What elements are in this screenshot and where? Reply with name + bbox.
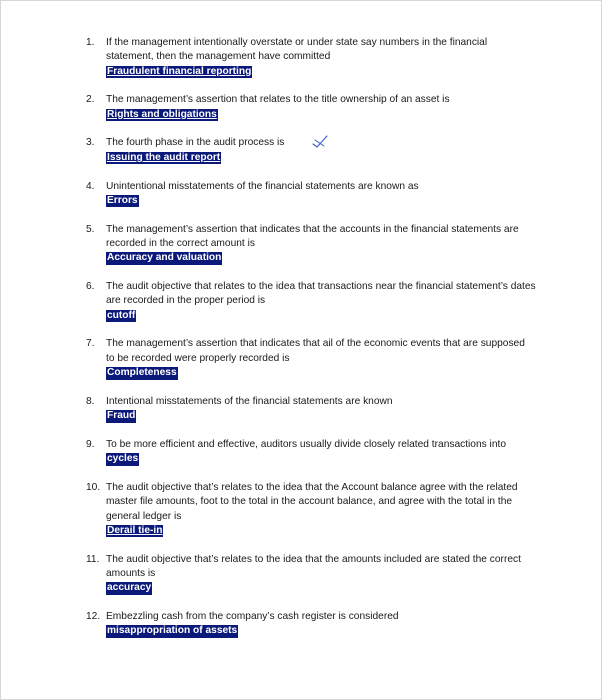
question-list (86, 36, 536, 653)
answer-highlight: Errors (107, 194, 138, 206)
question-text: The audit objective that relates to the idea that transactions near the financial statement’s dates are recorded in the proper period is (106, 281, 536, 307)
question-text: Intentional misstatements of the financial statements are known (106, 395, 393, 407)
answer-highlight: misappropriation of assets (107, 625, 238, 637)
question-text: Unintentional misstatements of the financial statements are known as (106, 180, 419, 192)
answer-highlight: cutoff (107, 309, 136, 321)
question-text: The management’s assertion that indicates that the accounts in the financial statements are recorded in the correct amount is (106, 223, 519, 249)
question-text: Embezzling cash from the company’s cash register is considered (106, 611, 399, 623)
question-item (86, 481, 536, 538)
answer-highlight: Fraud (107, 410, 136, 422)
question-item (86, 337, 536, 380)
question-item (86, 223, 536, 266)
question-number: 12. (86, 611, 101, 623)
question-number: 5. (86, 223, 95, 235)
question-item (86, 610, 536, 639)
question-text: The fourth phase in the audit process is (106, 137, 285, 149)
question-item (86, 438, 536, 467)
question-item (86, 136, 536, 165)
question-item (86, 280, 536, 323)
question-item (86, 395, 536, 424)
question-number: 3. (86, 137, 95, 149)
question-item (86, 180, 536, 209)
answer-highlight: Accuracy and valuation (107, 252, 222, 264)
question-number: 2. (86, 94, 95, 106)
question-item (86, 93, 536, 122)
answer-highlight: Issuing the audit report (107, 151, 221, 163)
answer-highlight: Fraudulent financial reporting (107, 65, 252, 77)
answer-highlight: cycles (107, 453, 139, 465)
question-item (86, 36, 536, 79)
answer-highlight: Rights and obligations (107, 108, 217, 120)
question-number: 1. (86, 37, 95, 48)
question-text: If the management intentionally overstate or under state say numbers in the financial statement, then the management have committed (106, 37, 488, 63)
question-text: The management’s assertion that relates to the title ownership of an asset is (106, 94, 450, 106)
question-number: 8. (86, 395, 95, 407)
question-number: 9. (86, 438, 95, 450)
question-number: 4. (86, 180, 95, 192)
question-number: 6. (86, 281, 95, 293)
question-text: To be more efficient and effective, auditors usually divide closely related transactions into (106, 438, 506, 450)
answer-highlight: Derail tie-in (107, 524, 163, 536)
question-number: 10. (86, 482, 101, 494)
pencil-check-icon (312, 134, 328, 148)
question-number: 7. (86, 338, 95, 350)
answer-highlight: accuracy (107, 582, 152, 594)
question-number: 11. (86, 553, 100, 565)
question-item (86, 553, 536, 596)
question-text: The audit objective that’s relates to the idea that the Account balance agree with the related master file amounts, foot to the total in the account balance, and agree with the total in the general ledger is (106, 482, 518, 522)
question-text: The audit objective that’s relates to the idea that the amounts included are stated the correct amounts is (106, 553, 521, 580)
question-text: The management’s assertion that indicates that ail of the economic events that are supposed to be recorded were properly recorded is (106, 338, 525, 364)
answer-highlight: Completeness (107, 367, 177, 379)
